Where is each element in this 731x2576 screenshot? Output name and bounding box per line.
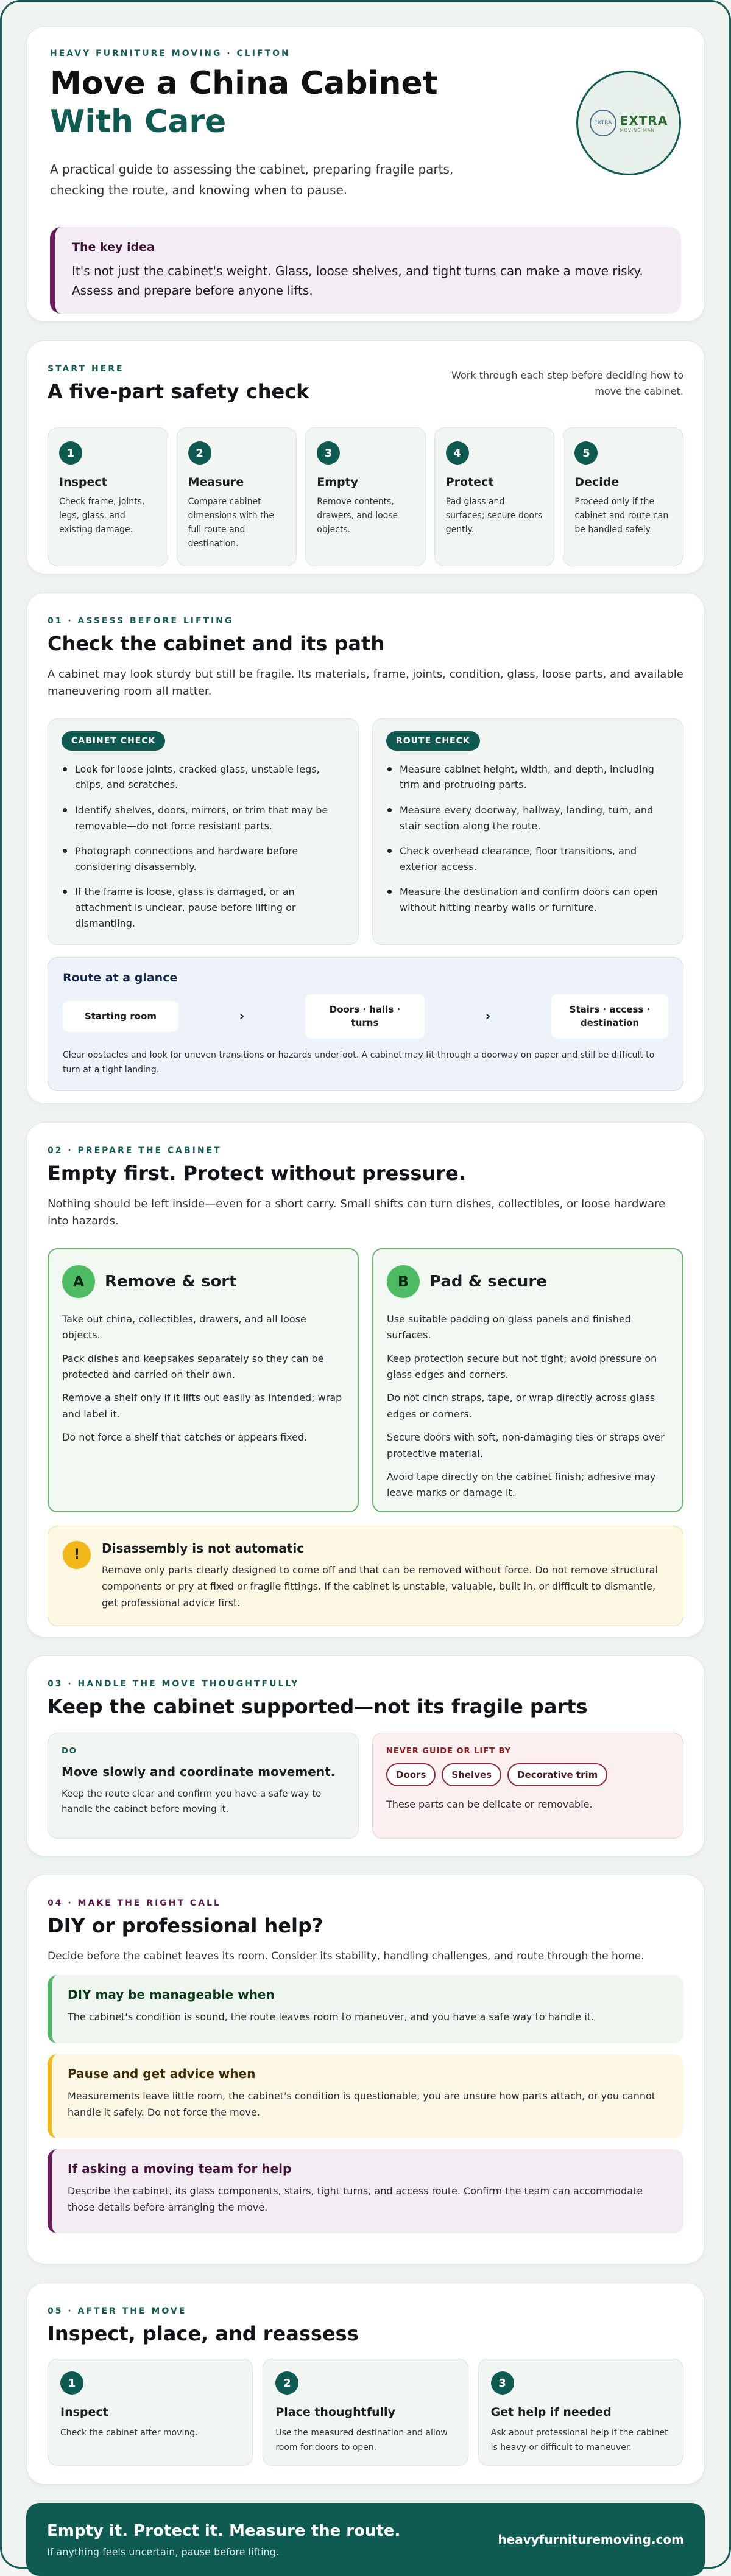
after-eyebrow: 05 · AFTER THE MOVE [48, 2306, 187, 2316]
assess-section [26, 592, 705, 1104]
step-number: 3 [317, 441, 340, 465]
warning-title: Disassembly is not automatic [102, 1540, 305, 1556]
step-title: Empty [317, 476, 359, 489]
letter-badge: A [62, 1265, 95, 1298]
panel-item: Do not cinch straps, tape, or wrap directly across glass edges or corners. [387, 1392, 655, 1420]
decision-section [26, 1875, 705, 2264]
warning-icon: ! [63, 1541, 91, 1569]
step-number: 5 [574, 441, 598, 465]
after-step-card [48, 2359, 253, 2466]
logo-main-text: EXTRA [620, 113, 668, 128]
step-text: Remove contents, drawers, and loose objects. [317, 497, 398, 535]
title-line-2: With Care [50, 104, 227, 141]
callout-title: DIY may be manageable when [68, 1987, 275, 2002]
step-title: Protect [445, 476, 494, 489]
moving-team-callout [48, 2149, 683, 2233]
logo-mark-icon: EXTRA [590, 110, 616, 136]
move-section [26, 1655, 705, 1856]
route-check-box [372, 718, 683, 945]
list-item: Measure the destination and confirm doors can open without hitting nearby walls or furniture. [386, 884, 669, 915]
route-glance-title: Route at a glance [63, 970, 178, 984]
panel-item: Secure doors with soft, non-damaging ties or straps over protective material. [387, 1431, 665, 1459]
hero-intro: A practical guide to assessing the cabinet, preparing fragile parts, checking the route, and knowing when to pause. [50, 161, 454, 197]
do-panel [48, 1733, 359, 1839]
step-number: 1 [59, 441, 82, 465]
title-line-1: Move a China Cabinet [50, 65, 438, 102]
route-step: Starting room [63, 1001, 178, 1032]
route-at-a-glance [48, 957, 683, 1092]
never-text: These parts can be delicate or removable. [386, 1799, 593, 1810]
step-title: Place thoughtfully [275, 2406, 395, 2419]
callout-text: Describe the cabinet, its glass components, stairs, tight turns, and access route. Confirm the team can accommodate those details before arranging the move. [68, 2185, 643, 2213]
call-intro: Decide before the cabinet leaves its room. Consider its stability, handling challenges, and route through the home. [48, 1950, 644, 1962]
list-item: Look for loose joints, cracked glass, unstable legs, chips, and scratches. [62, 762, 345, 793]
list-item: Measure cabinet height, width, and depth, including trim and protruding parts. [386, 762, 669, 793]
part-chip: Decorative trim [507, 1763, 607, 1786]
footer-site-link[interactable]: heavyfurnituremoving.com [498, 2532, 684, 2547]
assess-title: Check the cabinet and its path [48, 632, 385, 655]
letter-badge: B [387, 1265, 420, 1298]
cabinet-check-label: CABINET CHECK [62, 731, 165, 751]
panel-title: Pad & secure [429, 1272, 547, 1291]
company-logo [576, 71, 681, 175]
disassembly-warning [48, 1526, 683, 1627]
never-tag: NEVER GUIDE OR LIFT BY [386, 1747, 512, 1756]
step-text: Ask about professional help if the cabinet is heavy or difficult to maneuver. [490, 2428, 668, 2452]
step-title: Get help if needed [490, 2406, 612, 2419]
do-text: Keep the route clear and confirm you have a safe way to handle the cabinet before moving it. [62, 1788, 322, 1814]
list-item: Identify shelves, doors, mirrors, or trim that may be removable—do not force resistant parts. [62, 802, 345, 834]
step-title: Inspect [59, 476, 107, 489]
panel-item: Use suitable padding on glass panels and finished surfaces. [387, 1313, 631, 1341]
step-title: Inspect [60, 2406, 108, 2419]
move-eyebrow: 03 · HANDLE THE MOVE THOUGHTFULLY [48, 1679, 300, 1689]
step-number: 1 [60, 2371, 83, 2395]
key-idea-title: The key idea [72, 240, 155, 254]
warning-text: Remove only parts clearly designed to come off and that can be removed without force. Do not remove structural components or pry at fixed or fragile fittings. If the cabinet is unstable, valuable, built in, or difficult to dismantle, get professional advice first. [102, 1563, 659, 1609]
callout-text: The cabinet's condition is sound, the route leaves room to maneuver, and you have a safe way to handle it. [68, 2011, 595, 2023]
step-card [48, 427, 168, 566]
never-panel [372, 1733, 683, 1839]
callout-text: Measurements leave little room, the cabinet's condition is questionable, you are unsure how parts attach, or you cannot handle it safely. Do not force the move. [68, 2090, 656, 2118]
hero-eyebrow: HEAVY FURNITURE MOVING · CLIFTON [50, 49, 291, 58]
step-card [305, 427, 426, 566]
route-step: Stairs · access · destination [551, 994, 668, 1039]
after-step-card [263, 2359, 468, 2466]
list-item: Photograph connections and hardware before considering disassembly. [62, 843, 345, 874]
move-title: Keep the cabinet supported—not its fragile parts [48, 1695, 588, 1718]
pad-secure-panel [372, 1248, 683, 1512]
chevron-right-icon: › [485, 1008, 491, 1024]
step-number: 3 [491, 2371, 514, 2395]
step-card [177, 427, 297, 566]
assess-eyebrow: 01 · ASSESS BEFORE LIFTING [48, 616, 234, 626]
callout-title: Pause and get advice when [68, 2066, 256, 2082]
safety-check-card [26, 340, 705, 574]
call-eyebrow: 04 · MAKE THE RIGHT CALL [48, 1898, 221, 1908]
step-text: Proceed only if the cabinet and route can be handled safely. [574, 497, 669, 535]
step-text: Compare cabinet dimensions with the full route and destination. [188, 497, 274, 549]
after-step-card [478, 2359, 683, 2466]
panel-item: Avoid tape directly on the cabinet finish; adhesive may leave marks or damage it. [387, 1470, 656, 1499]
step-number: 4 [446, 441, 469, 465]
panel-item: Pack dishes and keepsakes separately so they can be protected and carried on their own. [62, 1352, 324, 1380]
chevron-right-icon: › [239, 1008, 245, 1024]
step-title: Measure [188, 476, 244, 489]
step-card [434, 427, 555, 566]
panel-item: Keep protection secure but not tight; avoid pressure on glass edges and corners. [387, 1352, 657, 1380]
assess-intro: A cabinet may look sturdy but still be fragile. Its materials, frame, joints, condition, glass, loose parts, and available maneuvering room all matter. [48, 668, 683, 698]
step-text: Use the measured destination and allow room for doors to open. [275, 2428, 448, 2452]
step-number: 2 [275, 2371, 298, 2395]
list-item: If the frame is loose, glass is damaged, or an attachment is unclear, pause before lifting or dismantling. [62, 884, 345, 931]
safety-eyebrow: START HERE [48, 364, 124, 374]
pause-advice-callout [48, 2054, 683, 2138]
footer-sub: If anything feels uncertain, pause before lifting. [47, 2546, 279, 2558]
after-move-section [26, 2283, 705, 2485]
after-title: Inspect, place, and reassess [48, 2322, 359, 2345]
safety-note: Work through each step before deciding how to move the cabinet. [451, 370, 683, 397]
prepare-intro: Nothing should be left inside—even for a short carry. Small shifts can turn dishes, collectibles, or loose hardware into hazards. [48, 1198, 666, 1227]
key-idea-text: It's not just the cabinet's weight. Glass, loose shelves, and tight turns can make a move risky. Assess and prepare before anyone lifts. [72, 263, 643, 298]
step-title: Decide [574, 476, 620, 489]
prepare-eyebrow: 02 · PREPARE THE CABINET [48, 1146, 222, 1156]
part-chip: Doors [386, 1763, 436, 1786]
diy-manageable-callout [48, 1975, 683, 2043]
callout-title: If asking a moving team for help [68, 2161, 292, 2177]
step-card [563, 427, 683, 566]
part-chip: Shelves [442, 1763, 501, 1786]
footer-banner [26, 2503, 705, 2576]
do-title: Move slowly and coordinate movement. [62, 1764, 336, 1779]
panel-title: Remove & sort [105, 1272, 237, 1291]
route-step: Doors · halls · turns [305, 994, 425, 1039]
list-item: Check overhead clearance, floor transitions, and exterior access. [386, 843, 669, 874]
key-idea-callout [50, 227, 681, 314]
step-text: Check frame, joints, legs, glass, and existing damage. [59, 497, 145, 535]
step-text: Pad glass and surfaces; secure doors gently. [445, 497, 543, 535]
cabinet-check-box [48, 718, 359, 945]
safety-title: A five-part safety check [48, 380, 309, 403]
route-glance-note: Clear obstacles and look for uneven transitions or hazards underfoot. A cabinet may fit through a doorway on paper and still be difficult to turn at a tight landing. [63, 1050, 655, 1075]
safety-steps [48, 427, 683, 566]
footer-headline: Empty it. Protect it. Measure the route. [47, 2521, 401, 2540]
do-tag: DO [62, 1747, 77, 1756]
panel-item: Do not force a shelf that catches or appears fixed. [62, 1431, 308, 1444]
hero-card [26, 26, 705, 322]
prepare-section [26, 1122, 705, 1637]
panel-item: Take out china, collectibles, drawers, and all loose objects. [62, 1313, 306, 1341]
logo-sub-text: MOVING MAN [620, 128, 655, 133]
step-number: 2 [188, 441, 211, 465]
prepare-title: Empty first. Protect without pressure. [48, 1162, 466, 1185]
step-text: Check the cabinet after moving. [60, 2428, 198, 2438]
remove-sort-panel [48, 1248, 359, 1512]
call-title: DIY or professional help? [48, 1914, 323, 1937]
list-item: Measure every doorway, hallway, landing, turn, and stair section along the route. [386, 802, 669, 834]
route-check-label: ROUTE CHECK [386, 731, 480, 751]
panel-item: Remove a shelf only if it lifts out easily as intended; wrap and label it. [62, 1392, 342, 1420]
